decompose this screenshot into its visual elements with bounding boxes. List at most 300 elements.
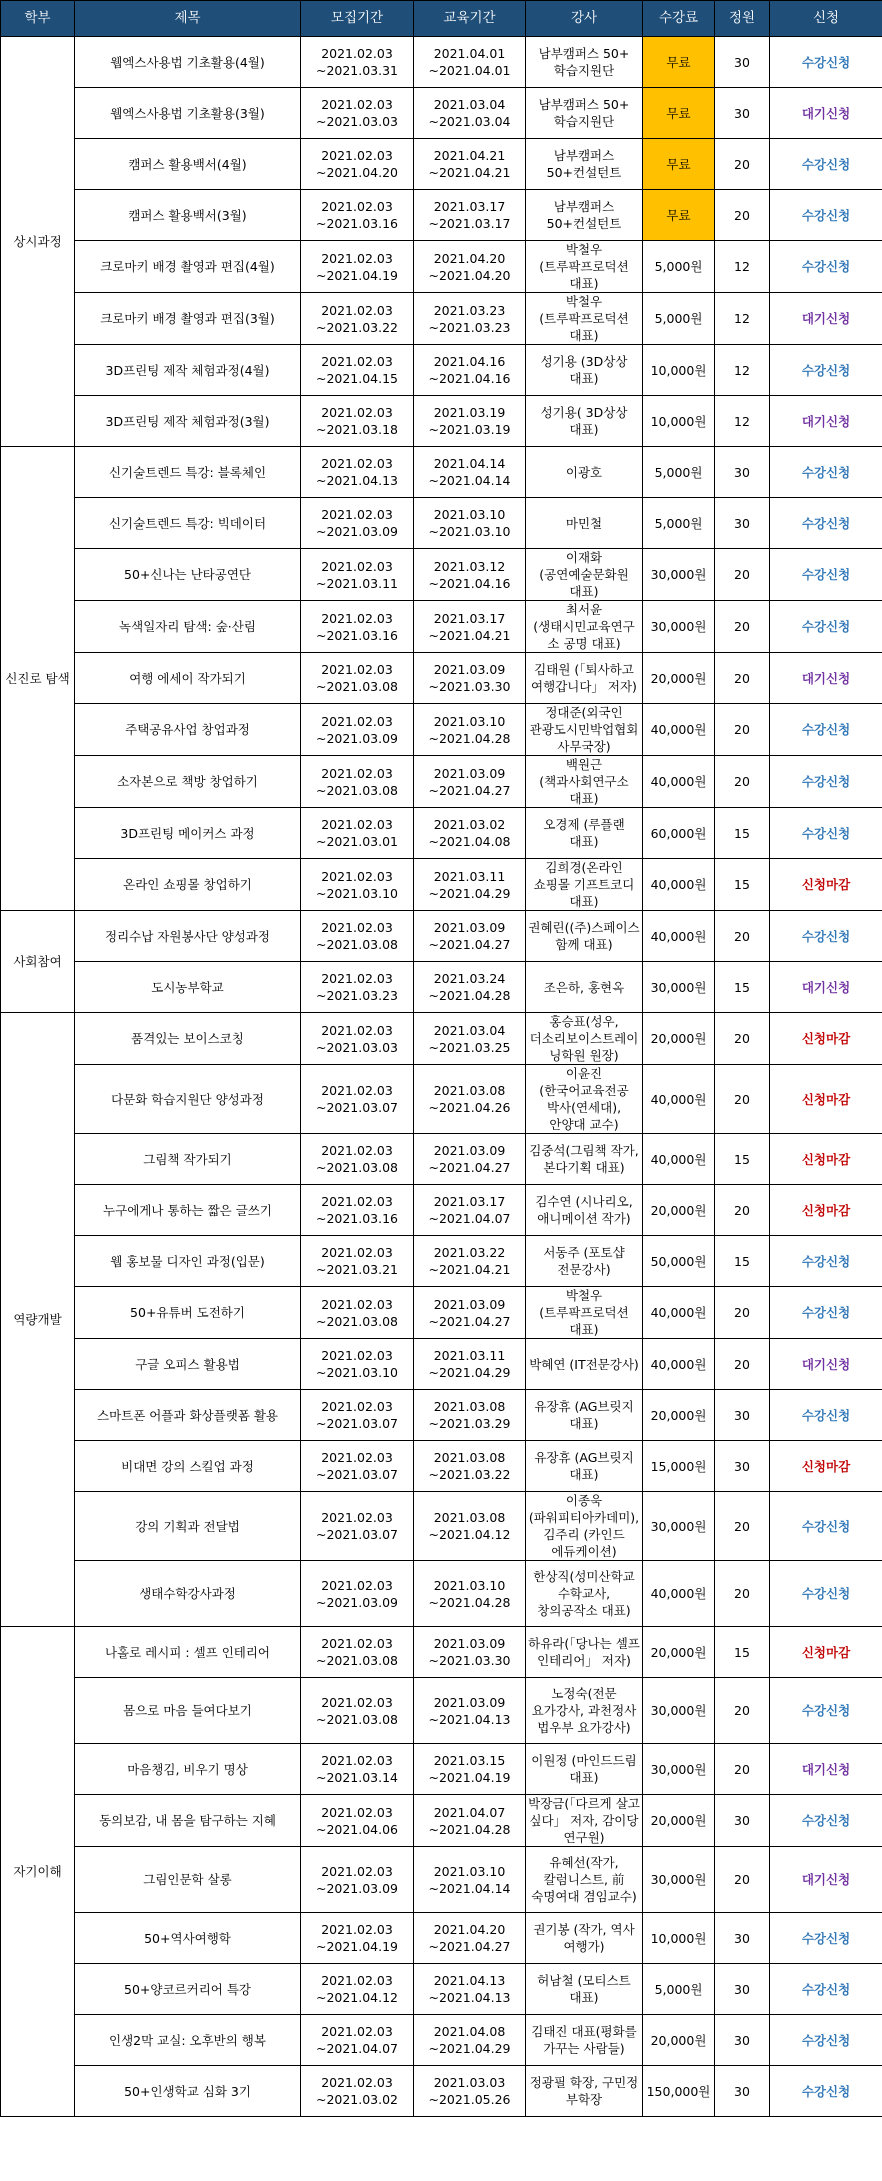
edu-start: 2021.03.09 [433,1143,506,1158]
recruit-start: 2021.02.03 [321,507,393,522]
recruit-end: ~2021.03.08 [315,1653,399,1668]
edu-end: ~2021.03.25 [428,1039,511,1055]
instructor: 김희경(온라인 쇼핑몰 기프트코디 대표) [526,859,643,911]
fee: 20,000원 [643,2015,715,2066]
edu-end: ~2021.04.21 [428,627,511,643]
capacity: 12 [715,241,770,293]
course-title: 50+유튜버 도전하기 [75,1287,301,1339]
instructor: 유혜선(작가, 칼럼니스트, 前 숙명여대 겸임교수) [526,1847,643,1913]
edu-end: ~2021.04.13 [428,1711,511,1727]
table-row [1,396,882,447]
recruit-end: ~2021.04.20 [315,165,399,180]
table-row [1,241,882,293]
course-title: 3D프린팅 제작 체험과정(3월) [75,396,301,447]
edu-end: ~2021.04.21 [428,165,511,180]
edu-period [414,1236,526,1287]
fee: 무료 [643,88,715,139]
capacity: 12 [715,396,770,447]
recruit-end: ~2021.03.14 [315,1770,399,1785]
apply-status[interactable]: 신청마감 [801,1458,851,1474]
apply-status[interactable]: 수강신청 [801,825,851,841]
recruit-start: 2021.02.03 [321,1973,393,1988]
apply-status-link[interactable] [770,1795,882,1847]
edu-period [414,911,526,962]
apply-status[interactable]: 수강신청 [801,722,851,737]
apply-status-link[interactable] [770,962,882,1013]
apply-status[interactable]: 수강신청 [801,1930,851,1946]
edu-start: 2021.03.08 [433,1083,506,1098]
recruit-start: 2021.02.03 [321,1348,393,1363]
recruit-period [301,859,414,911]
edu-period [414,1964,526,2015]
apply-status[interactable]: 수강신청 [801,1981,851,1997]
edu-end: ~2021.03.23 [428,319,511,335]
edu-end: ~2021.04.28 [428,730,511,746]
apply-status-link[interactable] [770,88,882,139]
table-row [1,88,882,139]
fee: 5,000원 [643,447,715,498]
capacity: 30 [715,447,770,498]
instructor: 서동주 (포토샵 전문강사) [526,1236,643,1287]
table-row [1,1795,882,1847]
fee: 40,000원 [643,1134,715,1185]
course-title: 품격있는 보이스코칭 [75,1013,301,1065]
apply-status-link[interactable] [770,1134,882,1185]
fee: 5,000원 [643,1964,715,2015]
header-instructor: 강사 [526,1,643,37]
recruit-start: 2021.02.03 [321,817,393,832]
table-row [1,1913,882,1964]
course-title: 크로마키 배경 촬영과 편집(4월) [75,241,301,293]
recruit-end: ~2021.03.07 [315,1416,399,1431]
edu-period [414,1390,526,1441]
fee: 30,000원 [643,1744,715,1795]
dept-cell: 사회참여 [1,911,75,1013]
edu-end: ~2021.04.27 [428,782,511,798]
edu-end: ~2021.04.26 [428,1100,511,1115]
capacity: 20 [715,1287,770,1339]
edu-start: 2021.03.10 [433,1863,506,1879]
apply-status-link[interactable] [770,241,882,293]
course-title: 도시농부학교 [75,962,301,1013]
apply-status-link[interactable] [770,37,882,88]
apply-status[interactable]: 신청마감 [801,1091,851,1107]
course-title: 인생2막 교실: 오후반의 행복 [75,2015,301,2066]
apply-status-link[interactable] [770,1390,882,1441]
capacity: 20 [715,139,770,190]
table-row [1,1339,882,1390]
edu-start: 2021.03.11 [433,1348,506,1363]
recruit-period [301,911,414,962]
edu-start: 2021.03.24 [433,971,506,986]
recruit-period [301,1678,414,1744]
edu-start: 2021.03.02 [433,817,506,832]
apply-status[interactable]: 수강신청 [801,1586,851,1601]
recruit-end: ~2021.03.16 [315,1211,399,1226]
edu-period [414,962,526,1013]
recruit-period [301,190,414,241]
instructor: 김중석(그림책 작가, 본다기획 대표) [526,1134,643,1185]
recruit-start: 2021.02.03 [321,1296,393,1312]
instructor: 정광필 학장, 구민정 부학장 [526,2066,643,2117]
recruit-end: ~2021.03.07 [315,1527,399,1542]
instructor: 박철우(트루팍프로덕션 대표) [526,293,643,345]
apply-status-link[interactable] [770,1744,882,1795]
apply-status[interactable]: 수강신청 [801,515,851,531]
recruit-start: 2021.02.03 [321,456,393,471]
table-row [1,1236,882,1287]
recruit-start: 2021.02.03 [321,1804,393,1820]
capacity: 20 [715,911,770,962]
recruit-end: ~2021.03.31 [315,63,399,78]
apply-status-link[interactable] [770,345,882,396]
apply-status-link[interactable] [770,653,882,704]
header-recruit-period: 모집기간 [301,1,414,37]
instructor: 이재화 (공연예술문화원 대표) [526,549,643,601]
fee: 무료 [643,139,715,190]
recruit-period [301,756,414,808]
edu-end: ~2021.03.04 [428,114,511,129]
edu-start: 2021.03.09 [433,1694,506,1710]
recruit-period [301,1561,414,1627]
apply-status-link[interactable] [770,911,882,962]
edu-period [414,1847,526,1913]
recruit-period [301,1441,414,1492]
fee: 150,000원 [643,2066,715,2117]
table-row [1,190,882,241]
instructor: 오경제 (루플랜 대표) [526,808,643,859]
edu-start: 2021.03.09 [433,920,506,935]
instructor: 남부캠퍼스 50+ 학습지원단 [526,88,643,139]
fee: 40,000원 [643,1065,715,1134]
apply-status-link[interactable] [770,704,882,756]
apply-status-link[interactable] [770,1065,882,1134]
apply-status[interactable]: 대기신청 [801,413,851,429]
recruit-start: 2021.02.03 [321,713,393,729]
fee: 20,000원 [643,1013,715,1065]
fee: 5,000원 [643,498,715,549]
edu-start: 2021.03.22 [433,1245,506,1260]
edu-period [414,498,526,549]
apply-status-link[interactable] [770,2066,882,2117]
recruit-period [301,1627,414,1678]
edu-start: 2021.03.09 [433,1636,506,1651]
edu-period [414,859,526,911]
fee: 40,000원 [643,1287,715,1339]
course-title: 캠퍼스 활용백서(4월) [75,139,301,190]
apply-status[interactable]: 수강신청 [801,1305,851,1320]
table-row [1,704,882,756]
capacity: 30 [715,88,770,139]
instructor: 남부캠퍼스 50+컨설턴트 [526,190,643,241]
capacity: 20 [715,1492,770,1561]
course-title: 동의보감, 내 몸을 탐구하는 지혜 [75,1795,301,1847]
recruit-end: ~2021.03.03 [315,1039,399,1055]
fee: 20,000원 [643,1627,715,1678]
edu-end: ~2021.03.30 [428,679,511,694]
apply-status-link[interactable] [770,1013,882,1065]
apply-status-link[interactable] [770,447,882,498]
apply-status-link[interactable] [770,1847,882,1913]
capacity: 20 [715,1744,770,1795]
fee: 20,000원 [643,1185,715,1236]
apply-status-link[interactable] [770,1678,882,1744]
course-title: 생태수학강사과정 [75,1561,301,1627]
edu-end: ~2021.04.27 [428,1160,511,1175]
apply-status[interactable]: 수강신청 [801,464,851,480]
recruit-period [301,549,414,601]
edu-start: 2021.03.09 [433,1296,506,1312]
recruit-period [301,601,414,653]
apply-status-link[interactable] [770,859,882,911]
edu-period [414,1913,526,1964]
table-row [1,1744,882,1795]
apply-status[interactable]: 신청마감 [801,1031,851,1046]
capacity: 20 [715,1339,770,1390]
recruit-start: 2021.02.03 [321,199,393,214]
apply-status[interactable]: 수강신청 [801,2032,851,2048]
edu-period [414,653,526,704]
apply-status-link[interactable] [770,1627,882,1678]
apply-status-link[interactable] [770,601,882,653]
recruit-end: ~2021.03.22 [315,319,399,335]
header-edu-period: 교육기간 [414,1,526,37]
instructor: 박장금(「다르게 살고 싶다」 저자, 감이당 연구원) [526,1795,643,1847]
apply-status[interactable]: 수강신청 [801,928,851,944]
recruit-period [301,498,414,549]
fee: 20,000원 [643,653,715,704]
apply-status[interactable]: 신청마감 [801,1151,851,1167]
apply-status[interactable]: 대기신청 [801,1761,851,1777]
edu-start: 2021.03.23 [433,302,506,318]
course-title: 다문화 학습지원단 양성과정 [75,1065,301,1134]
edu-end: ~2021.04.21 [428,1262,511,1277]
apply-status-link[interactable] [770,1964,882,2015]
table-row [1,1627,882,1678]
table-row [1,1013,882,1065]
recruit-end: ~2021.03.08 [315,1313,399,1329]
apply-status-link[interactable] [770,498,882,549]
capacity: 30 [715,1964,770,2015]
apply-status-link[interactable] [770,1913,882,1964]
apply-status[interactable]: 수강신청 [801,259,851,274]
apply-status[interactable]: 수강신청 [801,1407,851,1423]
table-row [1,601,882,653]
edu-end: ~2021.03.10 [428,524,511,539]
header-dept: 학부 [1,1,75,37]
edu-end: ~2021.03.17 [428,216,511,231]
edu-start: 2021.03.17 [433,610,506,626]
edu-start: 2021.04.20 [433,1922,506,1937]
apply-status[interactable]: 수강신청 [801,156,851,172]
edu-end: ~2021.04.16 [428,575,511,591]
instructor: 남부캠퍼스 50+컨설턴트 [526,139,643,190]
edu-start: 2021.03.08 [433,1510,506,1525]
apply-status[interactable]: 대기신청 [801,311,851,326]
apply-status-link[interactable] [770,1185,882,1236]
recruit-start: 2021.02.03 [321,1753,393,1768]
apply-status-link[interactable] [770,1561,882,1627]
edu-end: ~2021.04.29 [428,1365,511,1380]
dept-cell: 자기이해 [1,1627,75,2117]
apply-status-link[interactable] [770,396,882,447]
fee: 60,000원 [643,808,715,859]
recruit-period [301,1013,414,1065]
recruit-end: ~2021.03.08 [315,679,399,694]
edu-period [414,293,526,345]
apply-status-link[interactable] [770,190,882,241]
edu-end: ~2021.03.29 [428,1416,511,1431]
instructor: 김태원 (「퇴사하고 여행갑니다」 저자) [526,653,643,704]
instructor: 이종욱 (파워피티아카데미), 김주리 (카인드 에듀케이션) [526,1492,643,1561]
course-title: 50+신나는 난타공연단 [75,549,301,601]
apply-status[interactable]: 대기신청 [801,105,851,121]
course-title: 신기술트렌드 특강: 블록체인 [75,447,301,498]
apply-status[interactable]: 수강신청 [801,774,851,789]
edu-period [414,704,526,756]
recruit-start: 2021.02.03 [321,868,393,884]
apply-status[interactable]: 신청마감 [801,877,851,892]
edu-period [414,1185,526,1236]
dept-cell: 상시과정 [1,37,75,447]
course-title: 웹엑스사용법 기초활용(3월) [75,88,301,139]
recruit-start: 2021.02.03 [321,2075,393,2090]
table-row [1,1287,882,1339]
apply-status[interactable]: 수강신청 [801,2083,851,2099]
course-title: 나홀로 레시피 : 셀프 인테리어 [75,1627,301,1678]
apply-status[interactable]: 신청마감 [801,1202,851,1218]
apply-status[interactable]: 대기신청 [801,1872,851,1887]
instructor: 최서윤(생태시민교육연구소 공명 대표) [526,601,643,653]
recruit-start: 2021.02.03 [321,920,393,935]
header-fee: 수강료 [643,1,715,37]
recruit-start: 2021.02.03 [321,1863,393,1879]
recruit-period [301,293,414,345]
apply-status[interactable]: 신청마감 [801,1644,851,1660]
capacity: 20 [715,704,770,756]
edu-start: 2021.04.13 [433,1973,506,1988]
edu-end: ~2021.04.28 [428,1821,511,1837]
apply-status[interactable]: 수강신청 [801,567,851,582]
instructor: 이윤진(한국어교육전공 박사(연세대), 안양대 교수) [526,1065,643,1134]
table-row [1,1390,882,1441]
apply-status-link[interactable] [770,1441,882,1492]
recruit-end: ~2021.04.06 [315,1821,399,1837]
apply-status-link[interactable] [770,1339,882,1390]
apply-status[interactable]: 대기신청 [801,670,851,686]
instructor: 마민철 [526,498,643,549]
table-row [1,808,882,859]
capacity: 20 [715,190,770,241]
apply-status-link[interactable] [770,139,882,190]
edu-period [414,1013,526,1065]
apply-status[interactable]: 대기신청 [801,1356,851,1372]
table-row [1,1847,882,1913]
capacity: 15 [715,1627,770,1678]
recruit-end: ~2021.03.08 [315,782,399,798]
apply-status-link[interactable] [770,549,882,601]
capacity: 20 [715,549,770,601]
instructor: 권혜린((주)스페이스 함께 대표) [526,911,643,962]
apply-status-link[interactable] [770,2015,882,2066]
recruit-start: 2021.02.03 [321,558,393,574]
course-title: 소자본으로 책방 창업하기 [75,756,301,808]
apply-status[interactable]: 수강신청 [801,1813,851,1828]
apply-status-link[interactable] [770,1287,882,1339]
apply-status-link[interactable] [770,756,882,808]
course-title: 정리수납 자원봉사단 양성과정 [75,911,301,962]
recruit-start: 2021.02.03 [321,2024,393,2039]
edu-start: 2021.03.10 [433,1577,506,1593]
course-title: 50+역사여행학 [75,1913,301,1964]
recruit-end: ~2021.03.23 [315,988,399,1003]
recruit-period [301,1847,414,1913]
table-row [1,37,882,88]
apply-status-link[interactable] [770,293,882,345]
apply-status[interactable]: 수강신청 [801,1253,851,1269]
fee: 10,000원 [643,396,715,447]
apply-status-link[interactable] [770,808,882,859]
capacity: 15 [715,962,770,1013]
apply-status[interactable]: 대기신청 [801,979,851,995]
recruit-end: ~2021.03.02 [315,2092,399,2107]
dept-cell: 역량개발 [1,1013,75,1627]
recruit-period [301,1913,414,1964]
table-row [1,859,882,911]
edu-start: 2021.04.20 [433,250,506,266]
fee: 30,000원 [643,1492,715,1561]
recruit-period [301,962,414,1013]
apply-status-link[interactable] [770,1236,882,1287]
fee: 30,000원 [643,549,715,601]
edu-start: 2021.03.03 [433,2075,506,2090]
apply-status[interactable]: 수강신청 [801,54,851,70]
apply-status[interactable]: 수강신청 [801,1703,851,1718]
header-title: 제목 [75,1,301,37]
recruit-start: 2021.02.03 [321,97,393,112]
edu-period [414,549,526,601]
edu-period [414,1795,526,1847]
apply-status[interactable]: 수강신청 [801,1518,851,1534]
edu-start: 2021.03.10 [433,507,506,522]
edu-start: 2021.03.17 [433,199,506,214]
instructor: 백원근 (책과사회연구소 대표) [526,756,643,808]
apply-status[interactable]: 수강신청 [801,362,851,378]
edu-period [414,1627,526,1678]
apply-status[interactable]: 수강신청 [801,619,851,634]
fee: 30,000원 [643,1847,715,1913]
apply-status-link[interactable] [770,1492,882,1561]
recruit-end: ~2021.03.08 [315,1711,399,1727]
recruit-period [301,396,414,447]
instructor: 이원정 (마인드드림 대표) [526,1744,643,1795]
edu-period [414,139,526,190]
table-row [1,1964,882,2015]
recruit-start: 2021.02.03 [321,1083,393,1098]
table-row [1,447,882,498]
course-title: 누구에게나 통하는 짧은 글쓰기 [75,1185,301,1236]
recruit-end: ~2021.03.09 [315,1594,399,1610]
header-capacity: 정원 [715,1,770,37]
capacity: 30 [715,1390,770,1441]
edu-period [414,1492,526,1561]
capacity: 12 [715,345,770,396]
instructor: 박혜연 (IT전문강사) [526,1339,643,1390]
instructor: 남부캠퍼스 50+ 학습지원단 [526,37,643,88]
edu-period [414,756,526,808]
apply-status[interactable]: 수강신청 [801,207,851,223]
instructor: 박철우(트루팍프로덕션 대표) [526,241,643,293]
